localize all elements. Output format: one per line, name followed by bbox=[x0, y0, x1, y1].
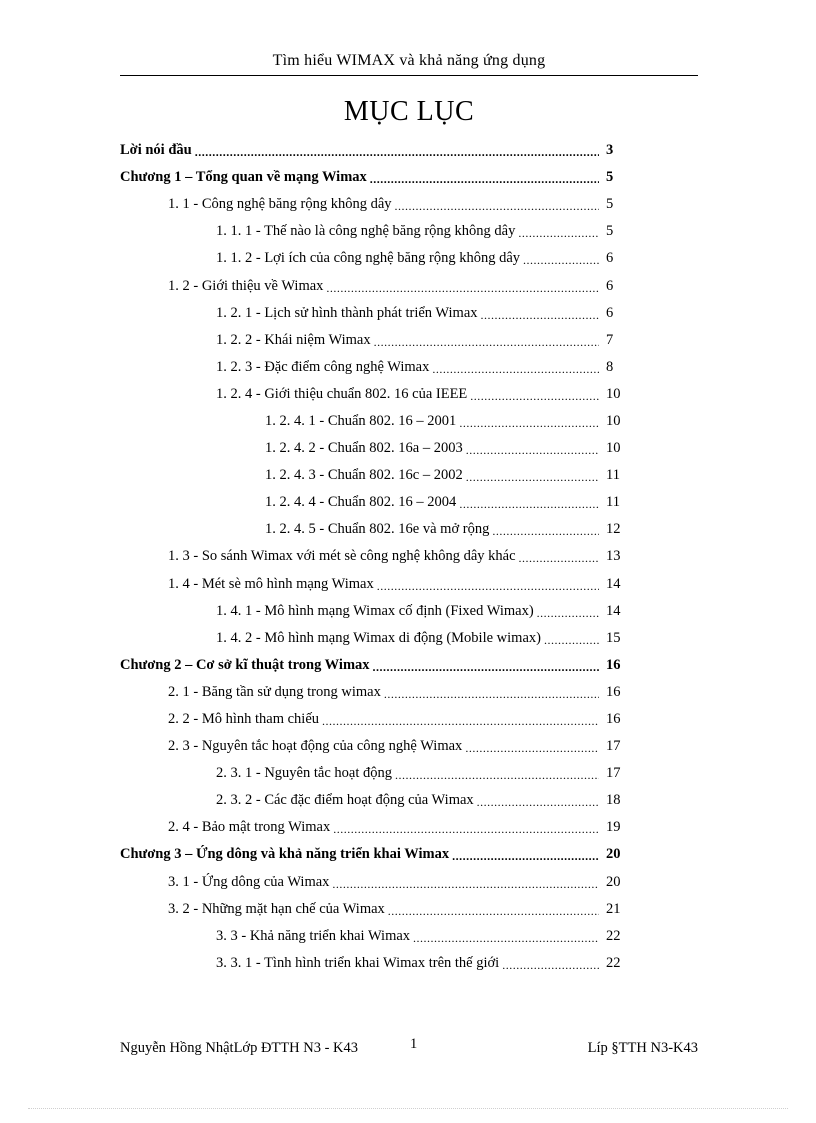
table-of-contents bbox=[120, 137, 628, 977]
toc-entry-label: 1. 2. 4. 3 - Chuẩn 802. 16c – 2002 bbox=[265, 467, 463, 484]
toc-leader-dots bbox=[333, 822, 599, 837]
toc-entry-page: 19 bbox=[606, 819, 621, 836]
toc-entry[interactable] bbox=[120, 327, 628, 354]
toc-entry[interactable] bbox=[120, 679, 628, 706]
toc-entry-label: 1. 2 - Giới thiệu về Wimax bbox=[168, 277, 324, 294]
toc-entry-label: 2. 2 - Mô hình tham chiếu bbox=[168, 711, 320, 728]
toc-entry-label: 1. 2. 4. 2 - Chuẩn 802. 16a – 2003 bbox=[265, 440, 463, 457]
toc-entry-page: 10 bbox=[606, 412, 621, 429]
toc-leader-dots bbox=[377, 579, 599, 594]
running-header: Tìm hiểu WIMAX và khả năng ứng dụng bbox=[272, 52, 546, 69]
toc-entry-label: 1. 1. 1 - Thế nào là công nghệ băng rộng không dây bbox=[216, 223, 516, 240]
toc-entry[interactable] bbox=[120, 950, 628, 977]
toc-entry-page: 15 bbox=[606, 629, 621, 646]
toc-entry-page: 3 bbox=[606, 142, 614, 159]
toc-leader-dots bbox=[384, 687, 599, 702]
toc-leader-dots bbox=[477, 795, 599, 810]
toc-leader-dots bbox=[544, 633, 599, 648]
toc-entry[interactable] bbox=[120, 571, 628, 598]
toc-entry-page: 20 bbox=[606, 873, 621, 890]
toc-entry-label: 2. 3. 2 - Các đặc điểm hoạt động của Wimax bbox=[216, 792, 474, 809]
toc-entry-page: 5 bbox=[606, 223, 614, 240]
toc-entry[interactable] bbox=[120, 191, 628, 218]
toc-entry-page: 22 bbox=[606, 927, 621, 944]
toc-entry-page: 7 bbox=[606, 331, 614, 348]
toc-entry[interactable] bbox=[120, 164, 628, 191]
toc-entry-page: 6 bbox=[606, 250, 614, 267]
toc-entry-page: 10 bbox=[606, 440, 621, 457]
toc-entry[interactable] bbox=[120, 652, 628, 679]
toc-leader-dots bbox=[459, 416, 599, 431]
toc-leader-dots bbox=[537, 606, 599, 621]
toc-leader-dots bbox=[466, 470, 599, 485]
toc-entry[interactable] bbox=[120, 245, 628, 272]
toc-entry-label: 3. 2 - Những mặt hạn chế của Wimax bbox=[168, 900, 385, 917]
toc-entry-label: 1. 2. 4. 4 - Chuẩn 802. 16 – 2004 bbox=[265, 494, 457, 511]
toc-entry-label: 1. 2. 4. 5 - Chuẩn 802. 16e và mở rộng bbox=[265, 521, 490, 538]
toc-entry-page: 16 bbox=[606, 683, 621, 700]
toc-entry[interactable] bbox=[120, 787, 628, 814]
toc-entry-label: 3. 3 - Khả năng triển khai Wimax bbox=[216, 927, 411, 944]
toc-entry-label: Chương 2 – Cơ sở kĩ thuật trong Wimax bbox=[120, 656, 370, 673]
toc-leader-dots bbox=[466, 443, 599, 458]
toc-entry[interactable] bbox=[120, 814, 628, 841]
toc-entry-page: 11 bbox=[606, 467, 620, 484]
toc-leader-dots bbox=[519, 551, 599, 566]
toc-entry[interactable] bbox=[120, 462, 628, 489]
toc-entry-page: 16 bbox=[606, 711, 621, 728]
toc-entry-label: 1. 4 - Mét sè mô hình mạng Wimax bbox=[168, 575, 374, 592]
toc-entry[interactable] bbox=[120, 300, 628, 327]
toc-entry-page: 10 bbox=[606, 385, 621, 402]
toc-entry[interactable] bbox=[120, 218, 628, 245]
toc-entry-page: 8 bbox=[606, 358, 614, 375]
toc-entry[interactable] bbox=[120, 760, 628, 787]
toc-entry[interactable] bbox=[120, 625, 628, 652]
toc-entry-label: 1. 1 - Công nghệ băng rộng không dây bbox=[168, 196, 392, 213]
toc-entry[interactable] bbox=[120, 733, 628, 760]
toc-leader-dots bbox=[326, 281, 599, 296]
toc-entry-page: 11 bbox=[606, 494, 620, 511]
toc-entry[interactable] bbox=[120, 598, 628, 625]
toc-entry[interactable] bbox=[120, 272, 628, 299]
toc-entry[interactable] bbox=[120, 489, 628, 516]
toc-entry-page: 6 bbox=[606, 277, 614, 294]
toc-entry-page: 17 bbox=[606, 765, 621, 782]
toc-entry-page: 22 bbox=[606, 954, 621, 971]
toc-leader-dots bbox=[492, 524, 599, 539]
toc-entry-label: 2. 1 - Băng tần sử dụng trong wimax bbox=[168, 683, 381, 700]
toc-entry-page: 14 bbox=[606, 575, 621, 592]
toc-entry-page: 20 bbox=[606, 846, 621, 863]
toc-leader-dots bbox=[432, 362, 599, 377]
toc-entry[interactable] bbox=[120, 516, 628, 543]
toc-entry-label: 1. 4. 2 - Mô hình mạng Wimax di động (Mobile wimax) bbox=[216, 629, 541, 646]
toc-entry-page: 12 bbox=[606, 521, 621, 538]
toc-entry-label: 3. 1 - Ứng dông của Wimax bbox=[168, 873, 330, 890]
toc-entry-label: Lời nói đầu bbox=[120, 142, 192, 159]
toc-entry-label: 1. 4. 1 - Mô hình mạng Wimax cố định (Fixed Wimax) bbox=[216, 602, 534, 619]
toc-entry[interactable] bbox=[120, 896, 628, 923]
toc-leader-dots bbox=[322, 714, 599, 729]
toc-entry-label: 1. 2. 3 - Đặc điểm công nghệ Wimax bbox=[216, 358, 430, 375]
toc-leader-dots bbox=[452, 849, 599, 864]
toc-leader-dots bbox=[332, 877, 599, 892]
toc-entry[interactable] bbox=[120, 923, 628, 950]
toc-entry-label: 1. 2. 2 - Khái niệm Wimax bbox=[216, 331, 371, 348]
toc-entry-label: Chương 1 – Tổng quan về mạng Wimax bbox=[120, 169, 367, 186]
toc-entry-label: 1. 2. 4 - Giới thiệu chuẩn 802. 16 của IEEE bbox=[216, 385, 468, 402]
toc-entry[interactable] bbox=[120, 869, 628, 896]
toc-leader-dots bbox=[470, 389, 599, 404]
toc-entry-label: 1. 3 - So sánh Wimax với mét sè công nghệ không dây khác bbox=[168, 548, 516, 565]
toc-entry[interactable] bbox=[120, 354, 628, 381]
toc-leader-dots bbox=[370, 172, 599, 187]
toc-entry-label: 3. 3. 1 - Tình hình triển khai Wimax trên thế giới bbox=[216, 954, 500, 971]
footer-class: Líp §TTH N3-K43 bbox=[587, 1040, 698, 1056]
toc-leader-dots bbox=[518, 226, 599, 241]
toc-entry-page: 18 bbox=[606, 792, 621, 809]
page-footer bbox=[120, 1036, 698, 1062]
footer-page-number: 1 bbox=[410, 1036, 418, 1052]
toc-leader-dots bbox=[523, 253, 599, 268]
toc-entry-page: 16 bbox=[606, 656, 621, 673]
toc-entry-label: 1. 2. 1 - Lịch sử hình thành phát triển Wimax bbox=[216, 304, 478, 321]
toc-leader-dots bbox=[374, 335, 599, 350]
toc-entry-page: 5 bbox=[606, 169, 614, 186]
toc-entry-page: 13 bbox=[606, 548, 621, 565]
toc-entry-label: 2. 3 - Nguyên tắc hoạt động của công nghệ Wimax bbox=[168, 738, 463, 755]
toc-entry[interactable] bbox=[120, 706, 628, 733]
toc-entry[interactable] bbox=[120, 381, 628, 408]
toc-leader-dots bbox=[459, 497, 599, 512]
toc-entry-label: 1. 1. 2 - Lợi ích của công nghệ băng rộng không dây bbox=[216, 250, 521, 267]
footer-author: Nguyễn Hồng NhậtLớp ĐTTH N3 - K43 bbox=[120, 1040, 359, 1056]
toc-entry-label: 2. 3. 1 - Nguyên tắc hoạt động bbox=[216, 765, 392, 782]
header-rule bbox=[120, 75, 698, 76]
toc-entry-label: 2. 4 - Bảo mật trong Wimax bbox=[168, 819, 331, 836]
toc-entry-page: 6 bbox=[606, 304, 614, 321]
toc-entry-page: 14 bbox=[606, 602, 621, 619]
toc-leader-dots bbox=[395, 768, 599, 783]
toc-entry-label: 1. 2. 4. 1 - Chuẩn 802. 16 – 2001 bbox=[265, 412, 457, 429]
toc-leader-dots bbox=[195, 145, 599, 160]
toc-leader-dots bbox=[413, 931, 599, 946]
toc-entry[interactable] bbox=[120, 435, 628, 462]
toc-entry[interactable] bbox=[120, 543, 628, 570]
toc-leader-dots bbox=[388, 904, 599, 919]
toc-leader-dots bbox=[465, 741, 599, 756]
toc-leader-dots bbox=[481, 308, 599, 323]
toc-entry[interactable] bbox=[120, 137, 628, 164]
toc-entry[interactable] bbox=[120, 408, 628, 435]
toc-leader-dots bbox=[373, 660, 599, 675]
toc-title: MỤC LỤC bbox=[343, 96, 475, 127]
toc-entry-label: Chương 3 – Ứng dông và khả năng triển khai Wimax bbox=[120, 846, 450, 863]
toc-entry-page: 21 bbox=[606, 900, 621, 917]
toc-leader-dots bbox=[395, 199, 599, 214]
toc-entry-page: 5 bbox=[606, 196, 614, 213]
page-bottom-edge bbox=[28, 1108, 788, 1109]
toc-leader-dots bbox=[502, 958, 599, 973]
toc-entry-page: 17 bbox=[606, 738, 621, 755]
toc-entry[interactable] bbox=[120, 841, 628, 868]
